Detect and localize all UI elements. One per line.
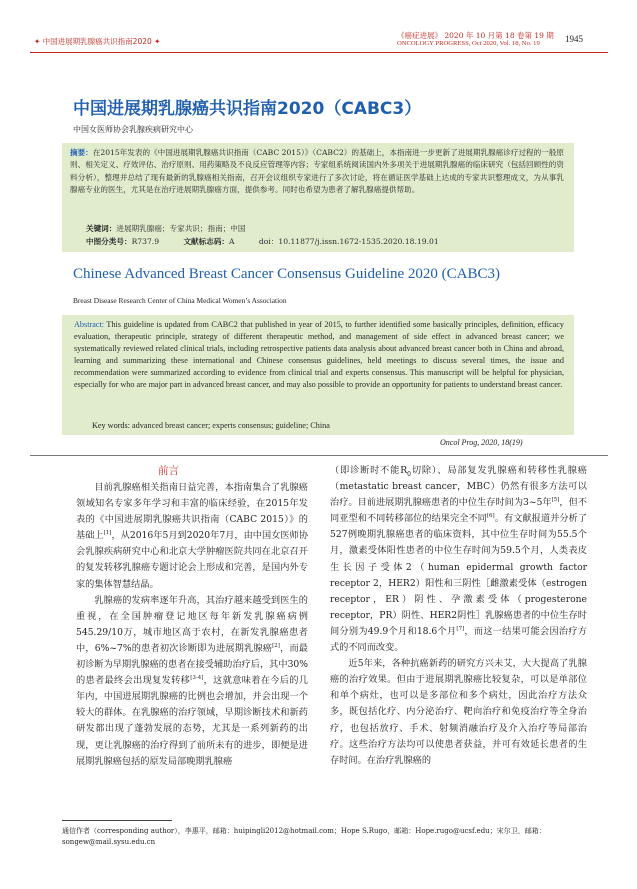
header-rule xyxy=(30,52,608,53)
abstract-en-text: This guideline is updated from CABC2 that published in year of 2015, to further identified some basically principles, definition, efficacy evaluation, therapeutic principle, strategy of different therapeutic method, and management of side effect in advanced breast cancer; we systematically reviewed related clinical trials, including retrospective patients data analysis about advanced breast cancer both in China and abroad, learning and summarizing these international and Chinese consensus guidelines, held meetings to discuss several times, the issue and recommendation were summarized according to evidence from clinical trial and experts consensus. This manuscript will be helpful for physician, especially for who are major part in advanced breast cancer, and may also possible to provide an opportunity for patients to understand breast cancer. xyxy=(74,320,564,390)
doccode-label: 文献标志码： xyxy=(183,237,230,246)
footnote-rule xyxy=(62,820,172,821)
reference-mark[interactable]: [6] xyxy=(486,513,495,520)
abstract-cn-text: 在2015年发表的《中国进展期乳腺癌共识指南（CABC 2015）》（CABC2）的基础上，本指南进一步更新了进展期乳腺癌诊疗过程的一般原则、相关定义、疗效评估、治疗原则、用药策略及不良反应管理等内容；专家组系统阅读国内外多项关于进展期乳腺癌的临床研究（包括回顾性的资料分析），整理并总结了现有最新的乳腺癌相关指南，召开会议组织专家进行了多次讨论，将在循证医学基础上达成的专家共识整理成文，为从事乳腺癌专业的医生，尤其是在治疗进展期乳腺癌方面，提供参考。同时也希望为患者了解乳腺癌提供帮助。 xyxy=(70,148,565,195)
article-title-cn: 中国进展期乳腺癌共识指南2020（CABC3） xyxy=(73,99,422,119)
footnote: 通信作者（corresponding author），李惠平，邮箱：huipingli2012@hotmail.com；Hope S.Rugo，邮箱：Hope.rugo@ucsf.edu；宋尔卫，邮箱：songew@mail.sysu.edu.cn xyxy=(62,827,546,846)
body-column-right xyxy=(330,463,587,769)
affiliation-cn: 中国女医师协会乳腺疾病研究中心 xyxy=(73,125,193,134)
reference-mark[interactable]: [7] xyxy=(456,625,465,632)
section-title: 前言 xyxy=(158,465,179,477)
document-code: 文献标志码：A xyxy=(183,237,235,246)
keywords-cn xyxy=(86,223,245,234)
journal-issue-en: ONCOLOGY PROGRESS, Oct 2020, Vol. 18, No. 19 xyxy=(397,40,540,47)
keywords-en xyxy=(92,421,330,430)
body-rule xyxy=(30,455,608,456)
paragraph: 近5年来，各种抗癌新药的研究方兴未艾，大大提高了乳腺癌的治疗效果。但由于进展期乳腺癌比较复杂，可以是单部位和单个病灶，也可以是多部位和多个病灶，因此治疗方法众多，既包括化疗、内分泌治疗、靶向治疗和免疫治疗等全身治疗，也包括放疗、手术、射频消融治疗及介入治疗等局部治疗。这些治疗方法均可以使患者获益，并可有效延长患者的生存时间。在治疗乳腺癌的 xyxy=(330,658,587,766)
article-title-en: Chinese Advanced Breast Cancer Consensus Guideline 2020 (CABC3) xyxy=(73,266,501,282)
reference-mark[interactable]: [3-4] xyxy=(190,675,204,682)
classification-line xyxy=(86,236,461,247)
running-header-left: ✦ 中国进展期乳腺癌共识指南2020 ✦ xyxy=(34,37,161,46)
keywords-cn-text: 进展期乳腺癌；专家共识；指南；中国 xyxy=(116,224,246,233)
abstract-box-en xyxy=(62,315,574,435)
abstract-box-cn xyxy=(62,143,574,252)
keywords-en-label: Key words: xyxy=(92,421,130,430)
body-column-left xyxy=(76,480,308,770)
reference-mark[interactable]: [5] xyxy=(551,497,560,504)
reference-mark[interactable]: [1] xyxy=(103,530,112,537)
page-number: 1945 xyxy=(565,34,583,44)
journal-issue-cn: 《癌症进展》 2020 年 10 月第 18 卷第 19 期 xyxy=(397,31,554,40)
abstract-cn xyxy=(70,147,564,197)
clc-label: 中图分类号： xyxy=(86,237,132,246)
affiliation-en: Breast Disease Research Center of China Medical Women’s Association xyxy=(73,296,287,305)
doi[interactable]: doi：10.11877/j.issn.1672-1535.2020.18.19.01 xyxy=(258,237,439,246)
keywords-cn-label: 关键词： xyxy=(86,224,117,233)
abstract-cn-label: 摘要： xyxy=(70,148,93,157)
citation: Oncol Prog, 2020, 18(19) xyxy=(440,438,523,447)
abstract-en-label: Abstract: xyxy=(74,320,105,329)
paragraph: （即诊断时不能$R_0$切除）、局部复发乳腺癌和转移性乳腺癌（metastatic breast cancer，MBC）仍然有很多方法可以治疗。目前进展期乳腺癌患者的中位生存时间为3~5年[5]，但不同亚型和不同转移部位的结果完全不同[6]。有文献报道并分析了527例晚期乳腺癌患者的临床资料，其中位生存时间为55.5个月，激素受体阳性患者的中位生存时间为59.5个月，人类表皮生长因子受体2（human epidermal growth factor receptor 2，HER2）阳性和三阴性［雌激素受体（estrogen receptor，ER）阴性、孕激素受体（progesterone receptor，PR）阴性、HER2阴性］乳腺癌患者的中位生存时间分别为49.9个月和18.6个月[7]，而这一结果可能会因治疗方式的不同而改变。 xyxy=(330,465,588,654)
clc-code: 中图分类号：R737.9 xyxy=(86,237,160,246)
paragraph: 乳腺癌的发病率逐年升高，其治疗越来越受到医生的重视，在全国肿瘤登记地区每年新发乳腺癌病例545.29/10万，城市地区高于农村，在新发乳腺癌患者中，6%~7%的患者初次诊断即为进展期乳腺癌[2]，而最初诊断为早期乳腺癌的患者在接受辅助治疗后，其中30%的患者最终会出现复发转移[3-4]，这就意味着在今后的几年内，中国进展期乳腺癌的比例也会增加，并会出现一个较大的群体。在乳腺癌的治疗领域，早期诊断技术和新药研发都出现了蓬勃发展的态势，尤其是一系列新药的出现，更让乳腺癌的治疗得到了前所未有的进步，即便是进展期乳腺癌包括的原发局部晚期乳腺癌 xyxy=(76,594,309,767)
abstract-en xyxy=(74,319,564,392)
reference-mark[interactable]: [2] xyxy=(272,642,280,649)
paragraph: 目前乳腺癌相关指南日益完善，本指南集合了乳腺癌领域知名专家多年学习和丰富的临床经验，在2015年发表的《中国进展期乳腺癌共识指南（CABC 2015）》的基础上[1]，从2016年5月到2020年7月，由中国女医师协会乳腺疾病研究中心和北京大学肿瘤医院共同在北京召开的复发转移乳腺癌专题讨论会上形成和完善，是国内外专家的集体智慧结晶。 xyxy=(76,482,309,590)
keywords-en-text: advanced breast cancer; experts consensus; guideline; China xyxy=(132,421,330,430)
